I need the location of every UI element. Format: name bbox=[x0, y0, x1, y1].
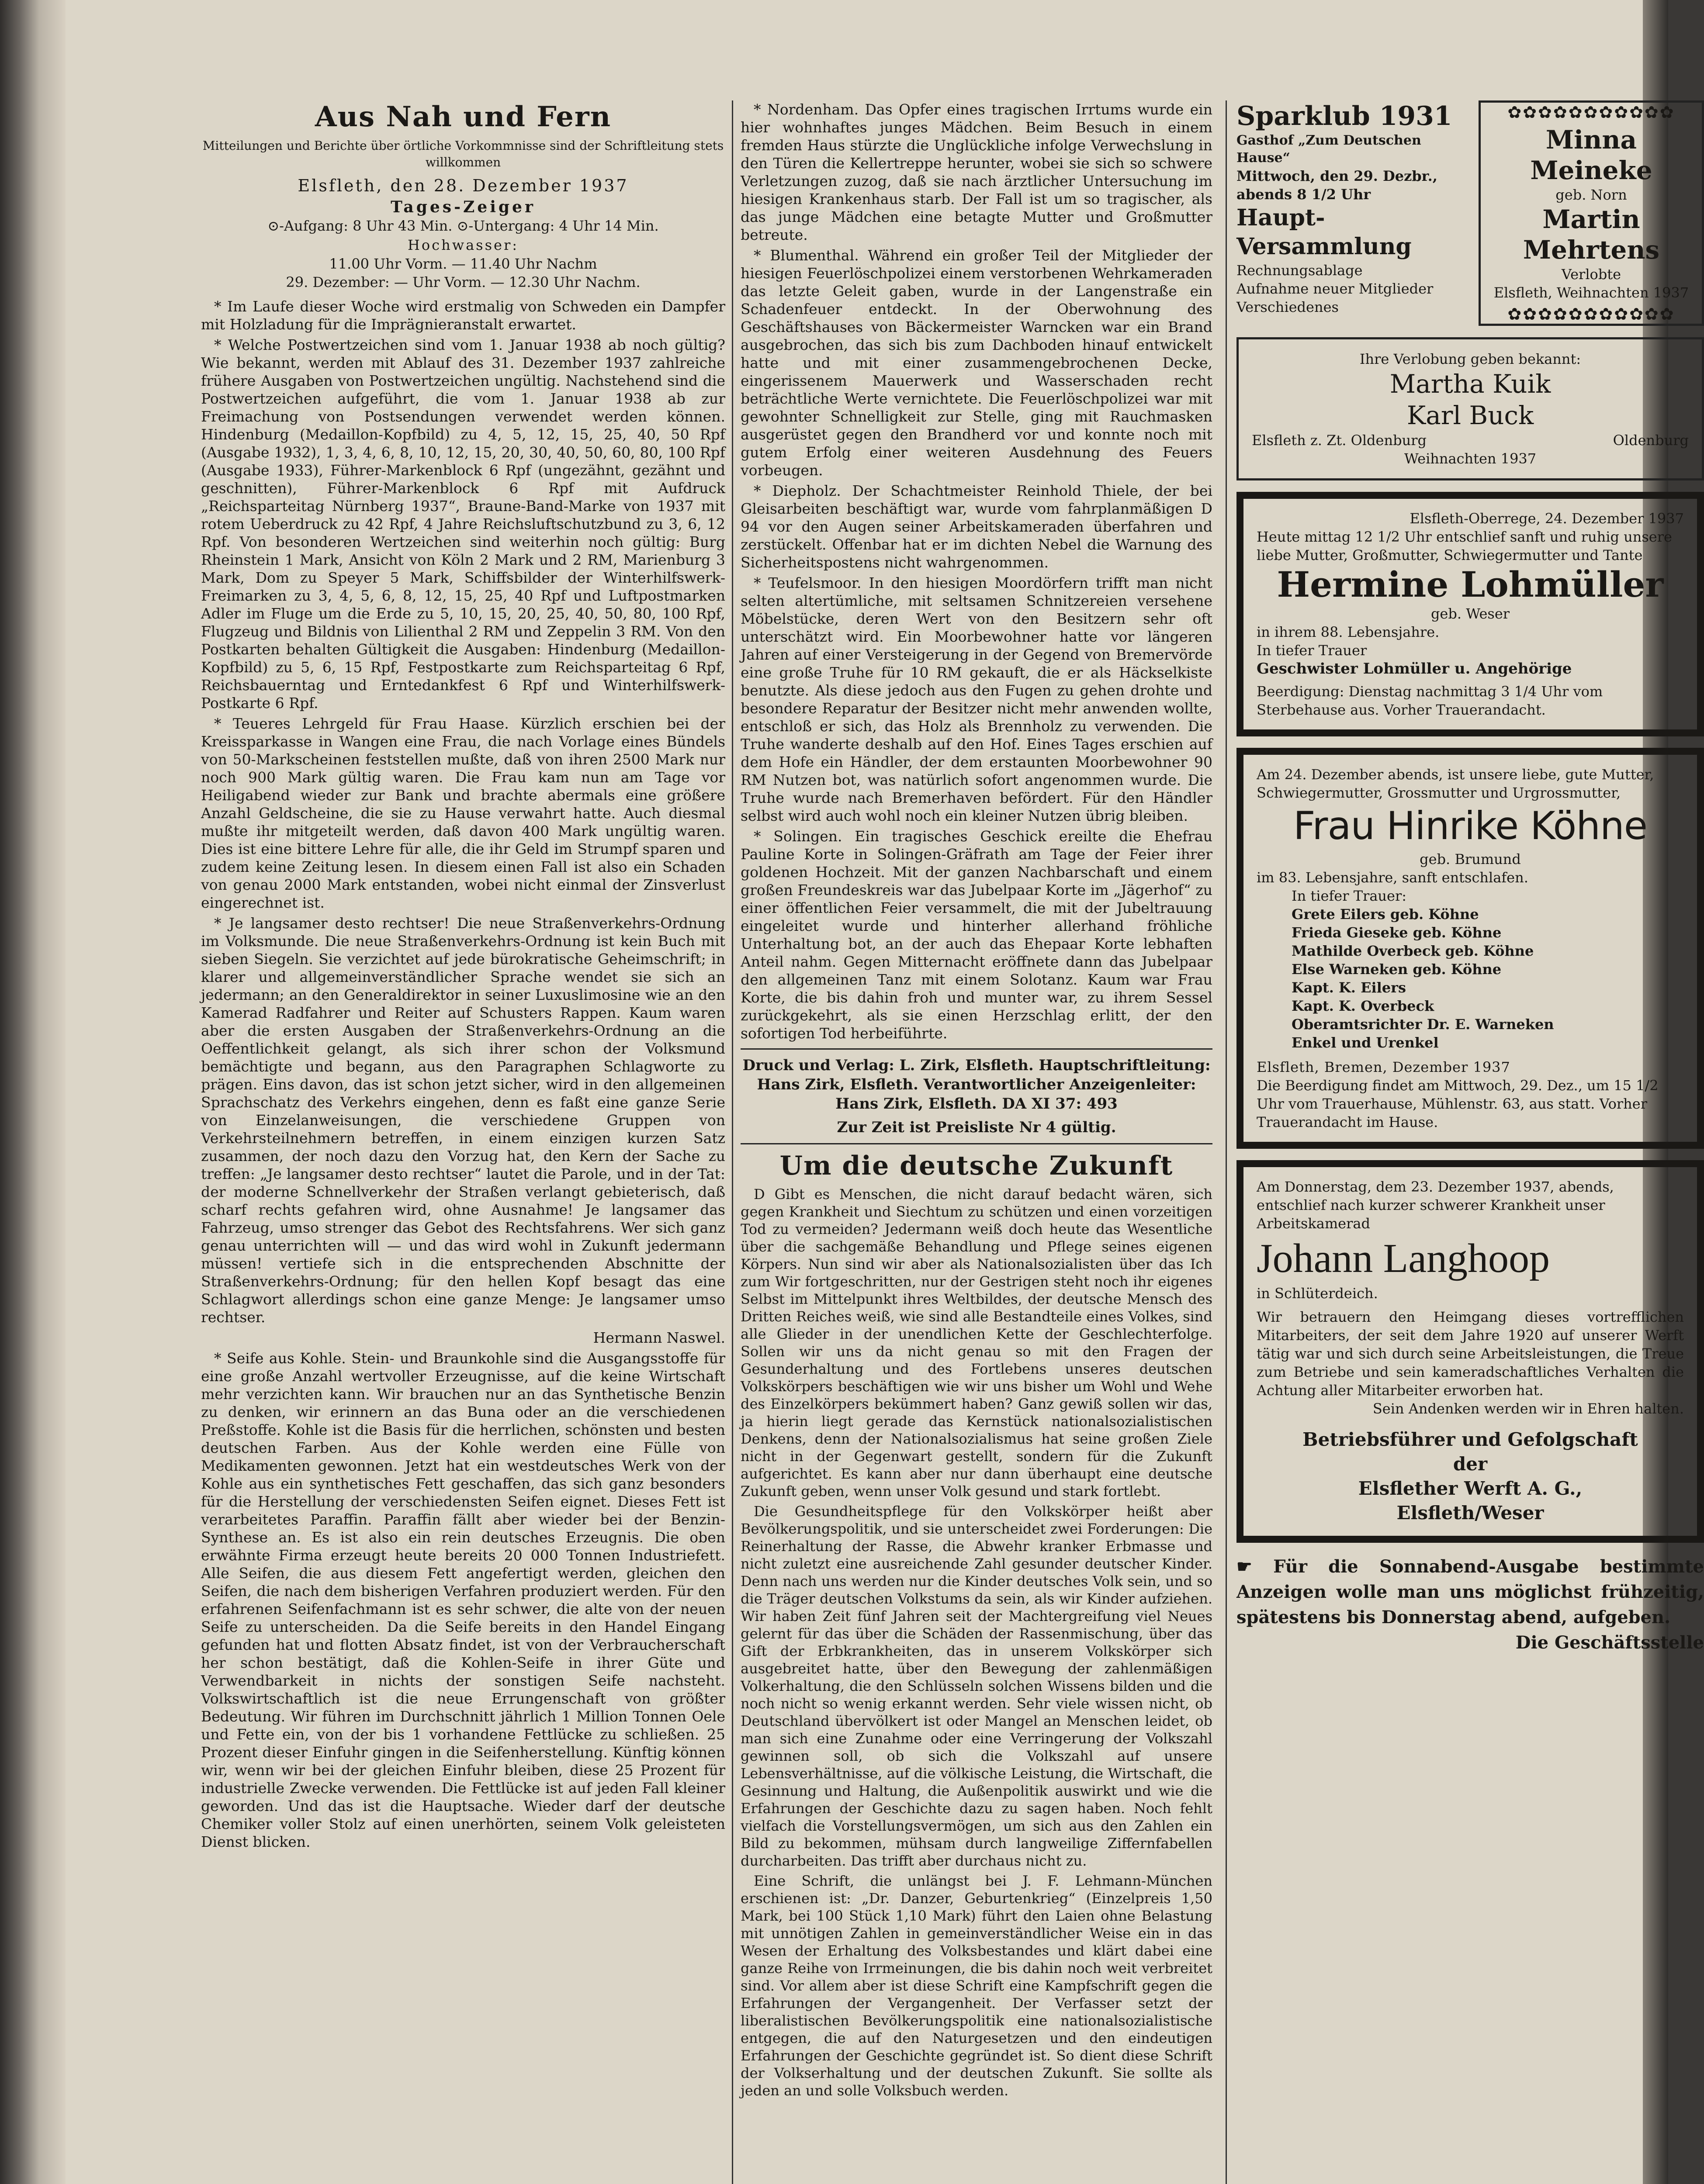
obituary-place-date: Elsfleth-Oberrege, 24. Dezember 1937 bbox=[1410, 510, 1684, 527]
kuik-place-2: Oldenburg bbox=[1613, 432, 1689, 449]
kuik-name-1: Martha Kuik bbox=[1389, 369, 1551, 399]
news-item: * Diepholz. Der Schachtmeister Reinhold Thiele, der bei Gleisarbeiten beschäftigt war, wurde vom fahrplanmäßigen D 94 vor den Augen seiner Arbeitskameraden überfahren und zerstückelt. Offenbar hat er im dichten Nebel die Warnung des Sicherheitspostens nicht wahrgenommen. bbox=[741, 482, 1212, 571]
imprint: Druck und Verlag: L. Zirk, Elsfleth. Hauptschriftleitung: Hans Zirk, Elsfleth. Verantwortlicher Anzeigenleiter: Hans Zirk, Elsfleth. DA XI 37: 493 bbox=[742, 1057, 1211, 1113]
ad-row-top bbox=[1236, 100, 1704, 326]
book-spine bbox=[0, 0, 66, 2184]
mourner: Grete Eilers geb. Köhne bbox=[1292, 906, 1479, 923]
mourning-family: Geschwister Lohmüller u. Angehörige bbox=[1257, 660, 1572, 677]
kuik-place-1: Elsfleth z. Zt. Oldenburg bbox=[1252, 432, 1427, 449]
deceased-residence: in Schlüterdeich. bbox=[1257, 1285, 1378, 1302]
sparklub-agenda-2: Aufnahme neuer Mitglieder bbox=[1236, 280, 1434, 297]
ad-engagement-kuik bbox=[1236, 337, 1704, 480]
mourner: Oberamtsrichter Dr. E. Warneken bbox=[1292, 1016, 1554, 1033]
article-paragraph: Eine Schrift, die unlängst bei J. F. Lehmann-München erschienen ist: „Dr. Danzer, Geburtenkrieg“ (Einzelpreis 1,50 Mark, bei 100 Stück 1,10 Mark) führt den Laien ohne Belastung mit unnötigen Zahlen in gemeinverständlicher Weise ein in das Wesen der Erhaltung des Volksbestandes und klärt dabei eine ganze Reihe von Irrmeinungen, die bis dahin noch weit verbreitet sind. Vor allem aber ist diese Schrift eine Kampfschrift gegen die Erfahrungen der Vergangenheit. Der Verfasser setzt der liberalistischen Bevölkerungspolitik eine nationalsozialistische entgegen, die auf den Naturgesetzen und den eindeutigen Erfahrungen der Geschichte gegründet ist. So dient diese Schrift der Volkserhaltung und der deutschen Zukunft. Sie sollte als jeden an und solle Volksbuch werden. bbox=[741, 1873, 1212, 2099]
groom-name: Martin Mehrtens bbox=[1523, 204, 1660, 265]
price-list-note: Zur Zeit ist Preisliste Nr 4 gültig. bbox=[837, 1119, 1116, 1136]
author: Hermann Naswel. bbox=[593, 1329, 725, 1346]
dateline: Elsfleth, den 28. Dezember 1937 bbox=[298, 176, 629, 195]
kuik-heading: Ihre Verlobung geben bekannt: bbox=[1359, 351, 1581, 367]
news-item: * Seife aus Kohle. Stein- und Braunkohle sind die Ausgangsstoffe für eine große Anzahl wertvoller Erzeugnisse, auf die keine Wirtschaft mehr verzichten kann. Wir brauchen nur an das Synthetische Benzin zu denken, wir erinnern an das Buna oder an die verschiedenen Preßstoffe. Kohle ist die Basis für die herrlichen, schönsten und besten deutschen Farben. Aus der Kohle werden eine Fülle von Medikamenten gewonnen. Jetzt hat ein westdeutsches Werk von der Kohle aus ein synthetisches Fett geschaffen, das sich ganz besonders für die Herstellung der verschiedensten Seifen eignet. Dieses Fett ist verarbeitetes Paraffin. Paraffin fällt aber wieder bei der Benzin-Synthese an. Es ist also ein rein deutsches Erzeugnis. Die oben erwähnte Firma erzeugt heute bereits 20 000 Tonnen Industriefett. Alle Seifen, die aus diesem Fett angefertigt werden, gleichen den Seifen, die nach dem bisherigen Verfahren produziert werden. Für den erfahrenen Seifenfachmann ist es sehr schwer, die alte von der neuen Seife zu unterscheiden. Da die Seife bereits in den Handel Eingang gefunden hat und flotten Absatz findet, ist von der Verbraucherschaft her schon bestätigt, daß die Kohlen-Seife in ihrer Güte und Verwendbarkeit in nichts der sonstigen Seife nachsteht. Volkswirtschaftlich ist die neue Errungenschaft von größter Bedeutung. Wir führen im Durchschnitt jährlich 1 Million Tonnen Oele und Fette ein, von der bis 1 vorhandene Fettlücke zu schließen. 25 Prozent dieser Einfuhr gingen in die Seifenherstellung. Künftig können wir, wenn wir bei der gleichen Einfuhr bleiben, diese 25 Prozent für industrielle Zwecke verwenden. Die Fettlücke ist auf jeden Fall kleiner geworden. Und das ist die Hauptsache. Wieder darf der deutsche Chemiker voller Stolz auf einen unerhörten, seinem Volk geleisteten Dienst blicken. bbox=[201, 1350, 725, 1850]
news-item: * Teueres Lehrgeld für Frau Haase. Kürzlich erschien bei der Kreissparkasse in Wangen eine Frau, die nach Vorlage eines Bündels von 50-Markscheinen feststellen mußte, daß von ihren 2500 Mark nur noch 900 Mark gültig waren. Die Frau kam nun am Tage vor Heiligabend wieder zur Bank und brachte abermals eine größere Anzahl Geldscheine, die sie zu Hause verwahrt hatte. Auch diesmal mußte ihr mitgeteilt werden, daß davon 400 Mark ungültig waren. Dies ist eine bittere Lehre für alle, die ihr Geld im Strumpf sparen und zudem keine Zeitung lesen. In diesem einen Fall ist also ein Schaden von genau 2000 Mark entstanden, wobei nicht einmal der Zinsverlust eingerechnet ist. bbox=[201, 715, 725, 911]
signature-3: Elsflether Werft A. G., bbox=[1358, 1478, 1583, 1499]
sparklub-venue: Gasthof „Zum Deutschen Hause“ bbox=[1236, 133, 1421, 166]
decorative-border-icon: ✿✿✿✿✿✿✿✿✿✿✿ bbox=[1507, 304, 1675, 324]
sparklub-agenda-1: Rechnungsablage bbox=[1236, 262, 1363, 279]
column-rule bbox=[732, 100, 733, 2184]
deceased-name: Johann Langhoop bbox=[1257, 1236, 1550, 1281]
column-3-ads bbox=[1236, 100, 1704, 1655]
kuik-places bbox=[1252, 431, 1689, 449]
article-paragraph: D Gibt es Menschen, die nicht darauf bedacht wären, sich gegen Krankheit und Siechtum zu schützen und einen vorzeitigen Tod zu vermeiden? Jedermann weiß doch heute das Wesentliche über die sachgemäße Behandlung und Pflege seines eigenen Körpers. Nun sind wir aber als Nationalsozialisten über das Ich zum Wir fortgeschritten, nur der Gestrigen steht noch ihr eigenes Selbst im Mittelpunkt ihres Weltbildes, der deutsche Mensch des Dritten Reiches weiß, wie sind alle Bestandteile eines Volkes, sind alle Glieder in der unendlichen Kette der Geschlechterfolge. Sollen wir uns da nicht genau so mit den Fragen der Gesunderhaltung und des Fortlebens unseres deutschen Volkskörpers beschäftigen wie wir uns bisher um Wohl und Wehe des Einzelkörpers bekümmert haben? Ganz gewiß sollen wir das, ja hierin liegt gerade das Kernstück nationalsozialistischen Denkens, denn der Nationalsozialismus hat seine großen Ziele nicht in der Gegenwart gestellt, sondern für die Zukunft aufgerichtet. Es kann aber nur dann überhaupt eine deutsche Zukunft geben, wenn unser Volk gesund und stark fortlebt. bbox=[741, 1186, 1212, 1500]
article-title: Um die deutsche Zukunft bbox=[779, 1151, 1174, 1181]
tageszeiger-label: Tages-Zeiger bbox=[391, 198, 536, 216]
deceased-maiden-name: geb. Brumund bbox=[1420, 851, 1521, 867]
mourner: Else Warneken geb. Köhne bbox=[1292, 961, 1502, 978]
ad-engagement-meineke bbox=[1479, 100, 1704, 326]
news-item: * Je langsamer desto rechtser! Die neue Straßenverkehrs-Ordnung im Volksmunde. Die neue Straßenverkehrs-Ordnung ist kein Buch mit sieben Siegeln. Sie verzichtet auf jede bürokratische Geheimschrift; in klarer und allgemeinverständlicher Sprache wendet sie sich an jedermann; an den Generaldirektor in seiner Luxuslimosine wie an den Kamerad Radfahrer und Reiter auf Schusters Rappen. Kaum waren aber die ersten Ausgaben der Straßenverkehrs-Ordnung an die Oeffentlichkeit gelangt, als sich ihrer schon der Volksmund bemächtigte und begann, aus den Paragraphen Schlagworte zu prägen. Eins davon, das ist schon jetzt sicher, wird in den allgemeinen Sprachschatz des Verkehrs eingehen, denn es faßt eine ganze Serie von Einzelanweisungen, die verschiedene Gruppen von Verkehrsteilnehmern betreffen, in einem einzigen kurzen Satz zusammen, der noch dazu den Vorzug hat, den Kern der Sache zu treffen: „Je langsamer desto rechtser“ lautet die Parole, und in der Tat: der moderne Schnellverkehr der Straßen verlangt gebieterisch, daß scharf rechts gefahren wird, ohne Ausnahme! Je langsamer das Fahrzeug, umso strenger das Gebot des Rechtsfahrens. Wer sich ganz genau unterrichten will — und das wird wohl in Zukunft jedermann müssen! vertiefe sich in die entsprechenden Abschnitte der Straßenverkehrs-Ordnung; für den hellen Kopf besagt das eine Schlagwort allerdings schon eine ganze Menge: Je langsamer umso rechtser. bbox=[201, 915, 725, 1326]
news-item: * Welche Postwertzeichen sind vom 1. Januar 1938 ab noch gültig? Wie bekannt, werden mit Ablauf des 31. Dezember 1937 zahlreiche frühere Ausgaben von Postwertzeichen ungültig. Nachstehend sind die Postwertzeichen aufgeführt, die vom 1. Januar 1938 ab zur Freimachung von Postsendungen verwendet werden können. Hindenburg (Medaillon-Kopfbild) zu 4, 5, 12, 15, 25, 40, 50 Rpf (Ausgabe 1932), 1, 3, 4, 6, 8, 10, 12, 15, 20, 30, 40, 50, 60, 80, 100 Rpf (Ausgabe 1933), Führer-Markenblock 6 Rpf (ungezähnt, gezähnt und geschnitten), Führer-Markenblock 6 Rpf mit Aufdruck „Reichsparteitag Nürnberg 1937“, Braune-Band-Marke von 1937 mit rotem Ueberdruck zu 42 Rpf, 4 Jahre Reichsluftschutzbund zu 3, 6, 12 Rpf. Von besonderen Wertzeichen sind weiterhin noch gültig: Burg Rheinstein 1 Mark, Ansicht von Köln 2 Mark und 2 RM, Marienburg 3 Mark, Dom zu Speyer 5 Mark, Schiffsbilder der Winterhilfswerk-Freimarken zu 3, 4, 5, 6, 8, 12, 15, 25, 40 Rpf und Luftpostmarken Adler im Fluge um die Erde zu 5, 10, 15, 20, 25, 40, 50, 80, 100 Rpf, Flugzeug und Bildnis von Lilienthal 2 RM und Zeppelin 3 RM. Von den Postkarten behalten Gültigkeit die Ausgaben: Hindenburg (Medaillon-Kopfbild) zu 5, 6, 15 Rpf, Festpostkarte zum Reichsparteitag 6 Rpf, Reichsbauerntag und Erntedankfest 6 Rpf und Winterhilfswerk-Postkarte 6 Rpf. bbox=[201, 336, 725, 712]
sparklub-date: Mittwoch, den 29. Dezbr., abends 8 1/2 Uhr bbox=[1236, 168, 1437, 203]
column-rule bbox=[1226, 100, 1227, 2184]
decorative-border-icon: ✿✿✿✿✿✿✿✿✿✿✿ bbox=[1507, 103, 1675, 122]
news-item: * Blumenthal. Während ein großer Teil der Mitglieder der hiesigen Feuerlöschpolizei einem verstorbenen Wehrkameraden das letzte Geleit gaben, wurde in der Langenstraße ein Schadenfeuer entdeckt. In der Oberwohnung des Geschäftshauses von Bäckermeister Warncken war ein Brand ausgebrochen, das sich bis zum Dachboden hinauf entwickelt hatte und mit einer zusammengebrochenen Decke, eingerissenem Mauerwerk und Wasserschaden recht beträchtliche Werte vernichtete. Die Feuerlöschpolizei war mit gewohnter Schnelligkeit zur Stelle, ging mit Rauchmasken ausgerüstet gegen den Brandherd vor und konnte noch mit gutem Erfolg einer weiteren Ausdehnung des Feuers vorbeugen. bbox=[741, 247, 1212, 479]
deceased-maiden-name: geb. Weser bbox=[1430, 605, 1510, 622]
bride-name: Minna Meineke bbox=[1530, 125, 1652, 185]
column-1-text bbox=[201, 297, 725, 1851]
column-2 bbox=[741, 100, 1212, 2102]
sparklub-title: Sparklub 1931 bbox=[1236, 101, 1452, 131]
kuik-name-2: Karl Buck bbox=[1406, 401, 1534, 430]
hochwasser-2: 29. Dezember: — Uhr Vorm. — 12.30 Uhr Nachm. bbox=[286, 274, 641, 290]
ad-obituary-langhoop bbox=[1236, 1160, 1704, 1543]
mourning-label: In tiefer Trauer bbox=[1257, 642, 1367, 659]
ad-obituary-koehne bbox=[1236, 748, 1704, 1149]
mourning-label: In tiefer Trauer: bbox=[1292, 888, 1407, 904]
mourner-list bbox=[1257, 887, 1684, 1052]
deceased-name: Hermine Lohmüller bbox=[1277, 564, 1664, 605]
ad-obituary-lohmueller bbox=[1236, 492, 1704, 736]
notice-signature: Die Geschäftsstelle bbox=[1515, 1632, 1704, 1653]
kuik-date: Weihnachten 1937 bbox=[1404, 450, 1537, 467]
ad-sparklub bbox=[1236, 100, 1479, 326]
mourner: Enkel und Urenkel bbox=[1292, 1034, 1439, 1051]
ad-deadline-notice: ☛ Für die Sonnabend-Ausgabe bestimmte Anzeigen wolle man uns möglichst frühzeitig, spätestens bis Donnerstag abend, aufgeben. bbox=[1236, 1556, 1704, 1628]
tribute-text: Wir betrauern den Heimgang dieses vortrefflichen Mitarbeiters, der seit dem Jahre 1920 auf unserer Werft tätig war und sich durch seine Arbeitsleistungen, die Treue zum Betriebe und sein kameradschaftliches Verhalten die Achtung aller Mitarbeiter erworben hat. bbox=[1257, 1309, 1684, 1399]
sparklub-meeting: Haupt-Versammlung bbox=[1236, 204, 1412, 260]
signature-1: Betriebsführer und Gefolgschaft bbox=[1302, 1429, 1638, 1450]
deceased-name: Frau Hinrike Köhne bbox=[1293, 803, 1647, 848]
newspaper-page bbox=[66, 0, 1704, 2184]
deceased-age: in ihrem 88. Lebensjahre. bbox=[1257, 624, 1440, 640]
news-item: * Nordenham. Das Opfer eines tragischen Irrtums wurde ein hier wohnhaftes junges Mädchen. Beim Besuch in einem fremden Haus stürzte die Unglückliche infolge Verwechslung in den Türen die Kellertreppe herunter, wobei sie sich so schwere Verletzungen zuzog, daß sie nach ärztlicher Untersuchung im hiesigen Krankenhaus starb. Der Fall ist um so tragischer, als das junge Mädchen eine betagte Mutter und Großmutter betreute. bbox=[741, 101, 1212, 243]
signature-4: Elsfleth/Weser bbox=[1396, 1502, 1544, 1524]
funeral-info: Die Beerdigung findet am Mittwoch, 29. Dez., um 15 1/2 Uhr vom Trauerhause, Mühlenstr. 63, aus statt. Vorher Trauerandacht im Hause. bbox=[1257, 1077, 1659, 1130]
obituary-text: Am Donnerstag, dem 23. Dezember 1937, abends, entschlief nach kurzer schwerer Krankheit unser Arbeitskamerad bbox=[1257, 1178, 1614, 1232]
divider bbox=[741, 1143, 1212, 1144]
engaged-label: Verlobte bbox=[1561, 266, 1621, 283]
article-paragraph: Die Gesundheitspflege für den Volkskörper heißt aber Bevölkerungspolitik, und sie unterscheidet zwei Forderungen: Die Reinerhaltung der Rasse, die Abwehr kranker Erbmasse und nicht zuletzt eine ausreichende Zahl gesunder deutscher Kinder. Denn nach uns werden nur die Kinder deutsches Volk sein, und so die Träger deutschen Volkstums da sein, als wir Kinder aufziehen. Wir haben Zeit fünf Jahren seit der Machtergreifung viel Neues gelernt für das über die Schäden der Rassenmischung, über das Gift der Erbkrankheiten, das in unserem Volkskörper sich ausgebreitet hatte, über den Bewegung der zahlenmäßigen Volkerhaltung, die den Schlüsseln solchen Wissens bilden und die noch nicht so wenig erkannt werden. Sehr viele wissen nicht, ob Deutschland übervölkert ist oder Mangel an Menschen leidet, ob man sich eine Zunahme oder eine Verringerung der Volkszahl gewinnen soll, ob sich die Volkszahl auf unsere Lebensverhältnisse, auf die völkische Leistung, die Wirtschaft, die Gesinnung und Haltung, die Außenpolitik auswirkt und wie die Erfahrungen der Geschichte dazu zu sagen haben. Noch fehlt vielfach die Vorstellungsvermögen, um sich aus den Zahlen ein Bild zu bekommen, mühsam durch langweilige Ziffernfabellen durcharbeiten. Das trifft aber durchaus nicht zu. bbox=[741, 1503, 1212, 1869]
memory-line: Sein Andenken werden wir in Ehren halten. bbox=[1372, 1400, 1684, 1417]
obituary-place-date: Elsfleth, Bremen, Dezember 1937 bbox=[1257, 1059, 1510, 1075]
mourner: Mathilde Overbeck geb. Köhne bbox=[1292, 943, 1534, 959]
hochwasser-1: 11.00 Uhr Vorm. — 11.40 Uhr Nachm bbox=[329, 256, 597, 272]
signature-2: der bbox=[1453, 1453, 1488, 1475]
section-subtitle: Mitteilungen und Berichte über örtliche Vorkommnisse sind der Schriftleitung stets willkommen bbox=[202, 138, 724, 169]
mourner: Frieda Gieseke geb. Köhne bbox=[1292, 924, 1502, 941]
article-text bbox=[741, 1185, 1212, 2099]
news-item: * Im Laufe dieser Woche wird erstmalig von Schweden ein Dampfer mit Holzladung für die Imprägnieranstalt erwartet. bbox=[201, 298, 725, 333]
funeral-info: Beerdigung: Dienstag nachmittag 3 1/4 Uhr vom Sterbehause aus. Vorher Trauerandacht. bbox=[1257, 683, 1603, 718]
engagement-place-date: Elsfleth, Weihnachten 1937 bbox=[1493, 284, 1689, 301]
mourner: Kapt. K. Eilers bbox=[1292, 979, 1406, 996]
news-item: * Teufelsmoor. In den hiesigen Moordörfern trifft man nicht selten altertümliche, mit seltsamen Schnitzereien versehene Möbelstücke, deren Wert von den Besitzern sehr oft unterschätzt wird. Ein Moorbewohner hatte vor längeren Jahren auf einer Versteigerung in der Gegend von Bremervörde eine große Truhe für 10 RM gekauft, die er als Häckselkiste benutzte. Als diese jedoch aus den Fugen zu gehen drohte und besondere Reparatur der Besitzer nicht mehr anwenden wollte, entschloß er sich, das Holz als Brennholz zu verwenden. Die Truhe wanderte deshalb auf den Hof. Eines Tages erschien auf dem Hofe ein Händler, der dem erstaunten Moorbewohner 90 RM Nutzen bot, was natürlich sofort angenommen wurde. Die Truhe wurde nach Bremerhaven befördert. Für den Händler selbst wird auch wohl noch ein kleiner Nutzen übrig bleiben. bbox=[741, 574, 1212, 824]
obituary-text: Am 24. Dezember abends, ist unsere liebe, gute Mutter, Schwiegermutter, Grossmutter und Urgrossmutter, bbox=[1257, 766, 1654, 801]
news-item: * Solingen. Ein tragisches Geschick ereilte die Ehefrau Pauline Korte in Solingen-Gräfrath am Tage der Feier ihrer goldenen Hochzeit. Mit der ganzen Nachbarschaft und einem großen Freundeskreis war das Jubelpaar Korte im „Jägerhof“ zu einer öffentlichen Feier versammelt, die mit der Jubeltrauung eingeleitet wurde und hinterher allerhand fröhliche Unterhaltung bot, an der auch das Ehepaar Korte lebhaften Anteil nahm. Gegen Mitternacht eröffnete dann das Jubelpaar den allgemeinen Tanz mit einem Solotanz. Kaum war Frau Korte, die bis dahin froh und munter war, zu ihrem Sessel zurückgekehrt, als sie einen Herzschlag erlitt, der den sofortigen Tod herbeiführte. bbox=[741, 828, 1212, 1042]
column-2-text bbox=[741, 100, 1212, 1042]
bride-maiden-name: geb. Norn bbox=[1555, 187, 1627, 203]
obituary-text: Heute mittag 12 1/2 Uhr entschlief sanft und ruhig unsere liebe Mutter, Großmutter, Schwiegermutter und Tante bbox=[1257, 529, 1672, 563]
deceased-age: im 83. Lebensjahre, sanft entschlafen. bbox=[1257, 869, 1528, 886]
mourner: Kapt. K. Overbeck bbox=[1292, 998, 1434, 1014]
sparklub-agenda-3: Verschiedenes bbox=[1236, 299, 1339, 315]
column-1 bbox=[201, 100, 725, 1853]
divider bbox=[741, 1048, 1212, 1050]
sun-times: ⊙-Aufgang: 8 Uhr 43 Min. ⊙-Untergang: 4 Uhr 14 Min. bbox=[267, 218, 659, 234]
hochwasser-label: Hochwasser: bbox=[407, 237, 519, 253]
section-title: Aus Nah und Fern bbox=[315, 100, 612, 133]
